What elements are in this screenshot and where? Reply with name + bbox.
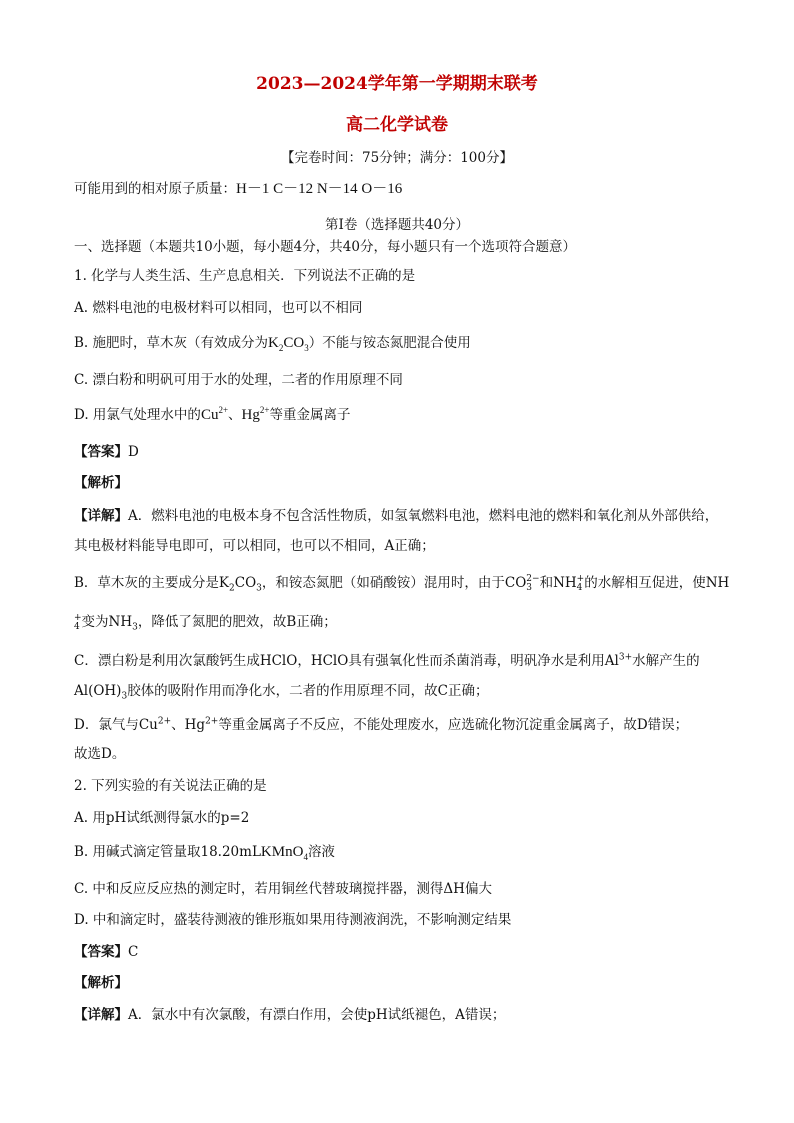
option-b-text-start: B. 用碱式滴定管量取18.20mL — [74, 844, 261, 860]
question-1-option-d — [74, 406, 350, 424]
detail-b-text: B．草木灰的主要成分是K — [74, 575, 230, 591]
nh4-charge-stack — [74, 614, 82, 632]
question-1-option-a: A. 燃料电池的电极材料可以相同，也可以不相同 — [74, 300, 363, 316]
detail-b-text: CO — [234, 575, 257, 591]
question-1-detail-c-line-1 — [74, 652, 700, 670]
question-1-analysis-tag: 【解析】 — [74, 475, 128, 491]
question-1-detail-b-line-2 — [74, 613, 337, 632]
detail-c-text: Al(OH) — [74, 683, 122, 699]
question-2-option-d: D. 中和滴定时，盛装待测液的锥形瓶如果用待测液润洗，不影响测定结果 — [74, 912, 512, 928]
question-1-option-b — [74, 334, 471, 352]
formula-sub: 4 — [74, 621, 80, 632]
exam-info: 【完卷时间：75分钟；满分：100分】 — [281, 150, 513, 166]
charge-sup: 2+ — [157, 716, 172, 727]
formula-sub: 3 — [256, 583, 262, 594]
cu-ion — [201, 407, 228, 423]
detail-a-text: A．燃料电池的电极本身不包含活性物质，如氢氧燃料电池，燃料电池的燃料和氧化剂从外部供给， — [128, 508, 719, 524]
formula-sub: 4 — [303, 852, 308, 862]
question-1-answer — [74, 443, 139, 461]
charge-sup: + — [74, 612, 82, 623]
option-b-text-end: 溶液 — [307, 844, 335, 860]
question-2-answer — [74, 943, 138, 961]
formula-sub: 3 — [526, 582, 533, 593]
formula-sub: 3 — [121, 691, 128, 702]
detail-b-text: ，和铵态氮肥（如硝酸铵）混用时，由于CO — [261, 575, 527, 591]
part-title: 第Ⅰ卷（选择题共40分） — [324, 217, 469, 233]
detail-c-text: C．漂白粉是利用次氯酸钙生成HClO，HClO具有强氧化性而杀菌消毒，明矾净水是利用Al — [74, 653, 619, 669]
formula-co: CO — [283, 335, 305, 351]
detail-d-text: D．氯气与Cu — [74, 717, 158, 733]
formula-sub: 3 — [132, 622, 138, 633]
detail-tag: 【详解】 — [74, 1007, 128, 1023]
charge-sup: 2+ — [259, 405, 270, 415]
detail-b-text: 的水解相互促进，使NH — [584, 575, 730, 591]
detail-c-text: 胶体的吸附作用而净化水，二者的作用原理不同，故C正确； — [127, 683, 489, 699]
question-1-detail-a-line-2: 其电极材料能导电即可，可以相同，也可以不相同，A正确； — [74, 538, 435, 554]
charge-sup: 2+ — [205, 716, 219, 727]
hg-symbol: Hg — [241, 407, 260, 423]
detail-c-text: 水解产生的 — [632, 653, 700, 669]
option-d-text-start: D. 用氯气处理水中的 — [74, 407, 201, 423]
question-2-option-a: A. 用pH试纸测得氯水的p=2 — [74, 810, 250, 826]
detail-tag: 【详解】 — [74, 508, 128, 524]
question-1-detail-d — [74, 716, 688, 734]
question-2-stem: 2. 下列实验的有关说法正确的是 — [74, 778, 267, 794]
formula-sub: 2 — [278, 343, 284, 353]
answer-value: D — [128, 444, 139, 460]
hg-ion — [242, 407, 270, 423]
formula-sub: 3 — [304, 343, 309, 353]
question-2-option-b — [74, 843, 335, 861]
co3-charge-stack — [526, 575, 539, 593]
k2co3-formula — [268, 335, 309, 351]
detail-b-text: 和NH — [539, 575, 577, 591]
question-1-detail-c-line-2 — [74, 682, 489, 700]
separator: 、 — [228, 407, 242, 423]
option-b-text-start: B. 施肥时，草木灰（有效成分为 — [74, 335, 269, 351]
detail-d-text: 、Hg — [171, 717, 206, 733]
option-d-text-end: 等重金属离子 — [269, 407, 351, 423]
atomic-mass-label: 可能用到的相对原子质量： — [74, 181, 236, 197]
question-2-detail-a — [74, 1006, 505, 1024]
question-1-option-c: C. 漂白粉和明矾可用于水的处理，二者的作用原理不同 — [74, 372, 403, 388]
charge-sup: 2− — [526, 573, 540, 584]
detail-b-text: 变为NH — [81, 614, 133, 630]
detail-a-text: A．氯水中有次氯酸，有漂白作用，会使pH试纸褪色，A错误； — [128, 1007, 506, 1023]
question-1-stem: 1. 化学与人类生活、生产息息相关．下列说法不正确的是 — [74, 268, 416, 284]
subject-title: 高二化学试卷 — [346, 115, 448, 135]
section-instructions: 一、选择题（本题共10小题，每小题4分，共40分，每小题只有一个选项符合题意） — [74, 239, 576, 255]
question-1-detail-a-line-1 — [74, 507, 718, 525]
question-2-option-c: C. 中和反应反应热的测定时，若用铜丝代替玻璃搅拌器，测得ΔH偏大 — [74, 881, 492, 897]
cu-symbol: Cu — [200, 407, 219, 423]
question-2-analysis-tag: 【解析】 — [74, 975, 128, 991]
detail-d-text: 等重金属离子不反应，不能处理废水，应选硫化物沉淀重金属离子，故D错误； — [218, 717, 689, 733]
formula-k: K — [268, 335, 279, 351]
charge-sup: 3+ — [618, 652, 633, 663]
formula-kmno: KMnO — [260, 844, 304, 860]
formula-sub: 4 — [576, 582, 583, 593]
detail-b-text: ，降低了氮肥的肥效，故B正确； — [137, 614, 337, 630]
charge-sup: 2+ — [218, 405, 229, 415]
atomic-mass-values: H－1 C－12 N－14 O－16 — [236, 181, 403, 197]
answer-value: C — [128, 944, 139, 960]
answer-tag: 【答案】 — [74, 944, 128, 960]
atomic-mass-line — [74, 180, 402, 198]
option-b-text-end: ）不能与铵态氮肥混合使用 — [308, 335, 471, 351]
question-1-detail-b-line-1 — [74, 574, 729, 593]
exam-title: 2023—2024学年第一学期期末联考 — [256, 74, 538, 94]
kmno4-formula — [261, 844, 308, 860]
question-1-conclusion: 故选D。 — [74, 746, 126, 762]
answer-tag: 【答案】 — [74, 444, 128, 460]
charge-sup: + — [576, 573, 585, 584]
formula-sub: 2 — [229, 583, 235, 594]
